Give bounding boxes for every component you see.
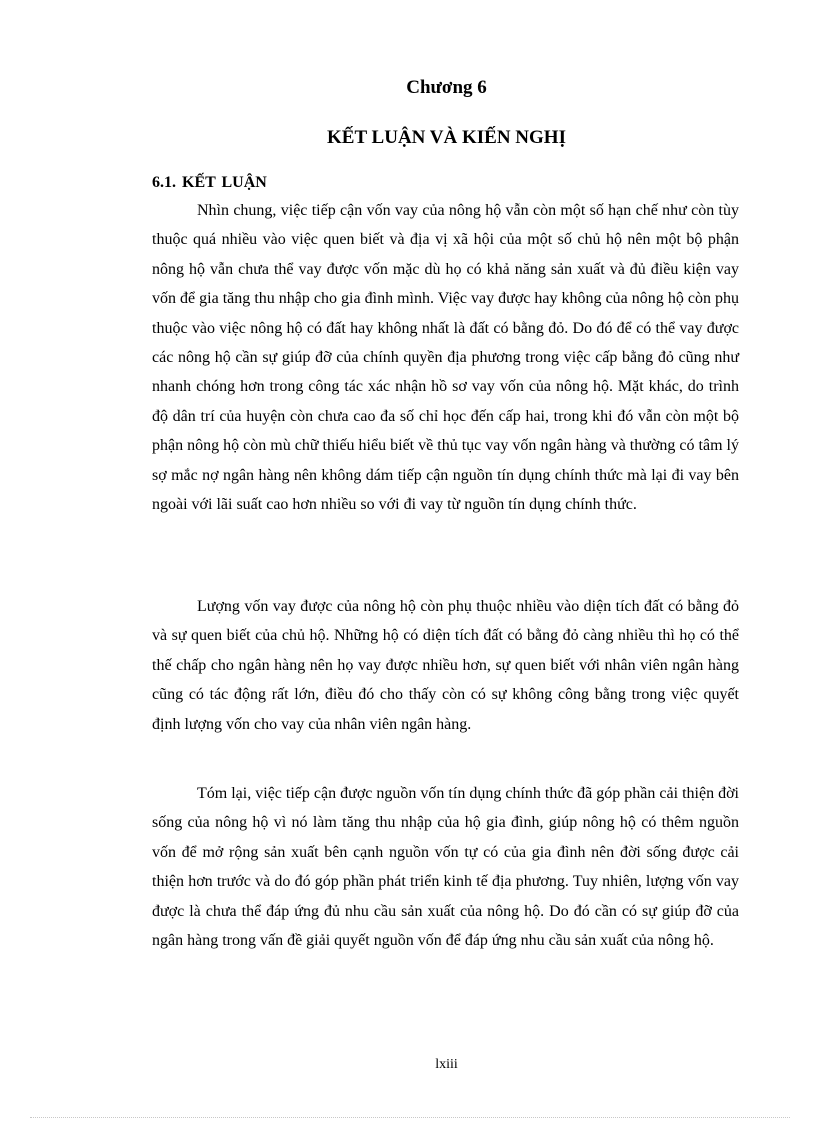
chapter-title: KẾT LUẬN VÀ KIẾN NGHỊ	[327, 127, 566, 148]
section-heading: 6.1. KẾT LUẬN	[152, 174, 267, 191]
chapter-label: Chương 6	[406, 77, 487, 98]
paragraph: Nhìn chung, việc tiếp cận vốn vay của nông hộ vẫn còn một số hạn chế như còn tùy thuộc quá nhiều vào việc quen biết và địa vị xã hội của một số chủ hộ nên một bộ phận nông hộ vẫn chưa thể vay được vốn mặc dù họ có khả năng sản xuất và đủ điều kiện vay vốn để gia tăng thu nhập cho gia đình mình. Việc vay được hay không của nông hộ còn phụ thuộc vào việc nông hộ có đất hay không nhất là đất có bằng đỏ. Do đó để có thể vay được các nông hộ cần sự giúp đỡ của chính quyền địa phương trong việc cấp bằng đỏ cũng như nhanh chóng hơn trong công tác xác nhận hồ sơ vay vốn của nông hộ. Mặt khác, do trình độ dân trí của huyện còn chưa cao đa số chỉ học đến cấp hai, trong khi đó vẫn còn một bộ phận nông hộ còn mù chữ thiếu hiểu biết về thủ tục vay vốn ngân hàng và thường có tâm lý sợ mắc nợ ngân hàng nên không dám tiếp cận nguồn tín dụng chính thức mà lại đi vay bên ngoài với lãi suất cao hơn nhiều so với đi vay từ nguồn tín dụng chính thức.	[152, 202, 739, 514]
paragraph: Tóm lại, việc tiếp cận được nguồn vốn tín dụng chính thức đã góp phần cải thiện đời sống của nông hộ vì nó làm tăng thu nhập của hộ gia đình, giúp nông hộ có thêm nguồn vốn để mở rộng sản xuất bên cạnh nguồn vốn tự có của gia đình nên đời sống được cải thiện hơn trước và do đó góp phần phát triển kinh tế địa phương. Tuy nhiên, lượng vốn vay được là chưa thể đáp ứng đủ nhu cầu sản xuất của nông hộ. Do đó cần có sự giúp đỡ của ngân hàng trong vấn đề giải quyết nguồn vốn để đáp ứng nhu cầu sản xuất của nông hộ.	[152, 785, 739, 950]
page-number: lxiii	[435, 1057, 458, 1072]
paragraph: Lượng vốn vay được của nông hộ còn phụ thuộc nhiều vào diện tích đất có bằng đỏ và sự quen biết của chủ hộ. Những hộ có diện tích đất có bằng đỏ càng nhiều thì họ có thể thế chấp cho ngân hàng nên họ vay được nhiều hơn, sự quen biết với nhân viên ngân hàng cũng có tác động rất lớn, điều đó cho thấy còn có sự không công bằng trong việc quyết định lượng vốn cho vay của nhân viên ngân hàng.	[152, 598, 739, 733]
page-bottom-divider	[30, 1117, 790, 1118]
